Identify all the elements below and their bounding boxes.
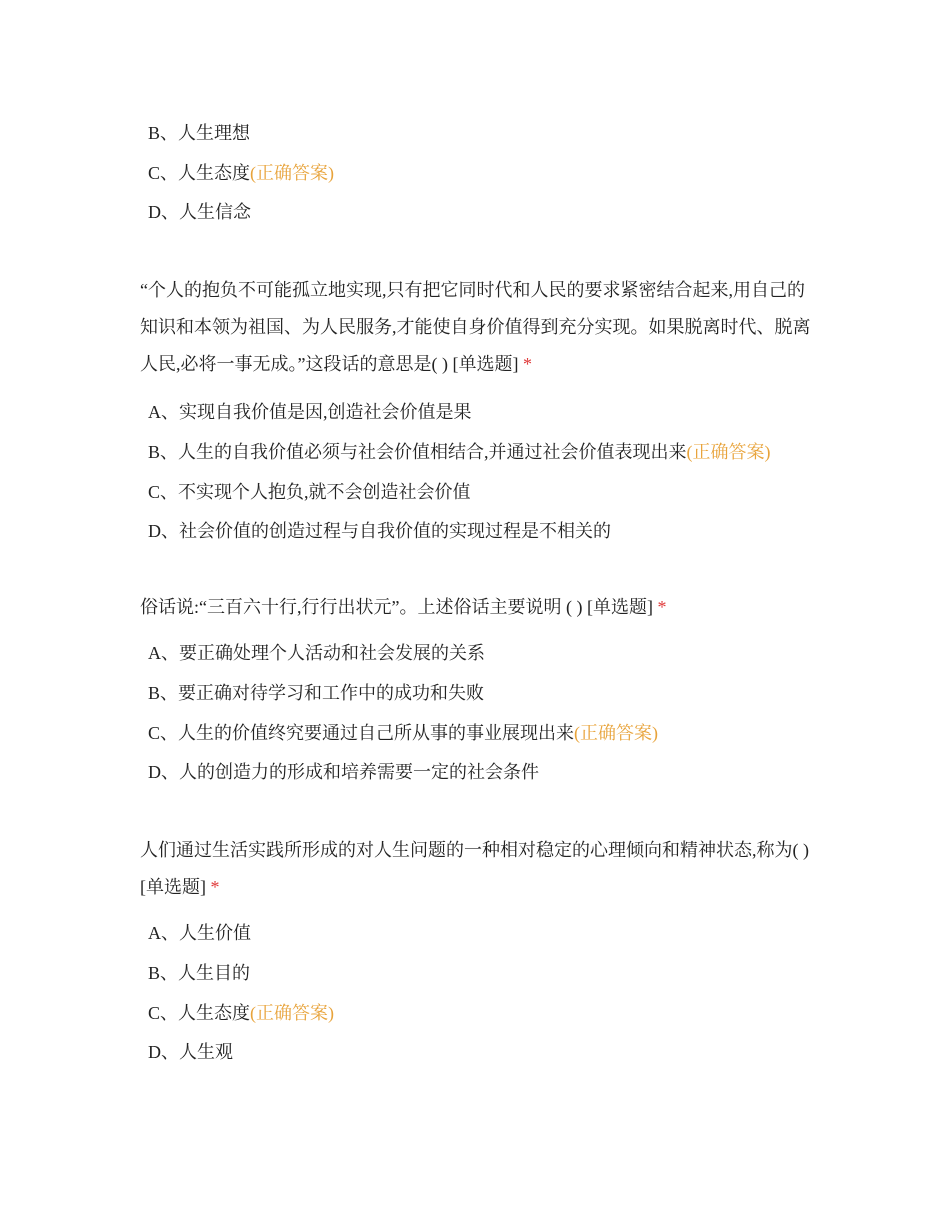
option-label: D、人的创造力的形成和培养需要一定的社会条件 — [148, 762, 539, 782]
correct-answer-tag: (正确答案) — [686, 442, 771, 462]
question-1-option-b — [148, 440, 771, 464]
question-stem: 俗话说:“三百六十行,行行出状元”。上述俗话主要说明 ( ) [单选题] — [140, 597, 653, 617]
question-3-option-d — [148, 1040, 233, 1064]
option-label: D、社会价值的创造过程与自我价值的实现过程是不相关的 — [148, 521, 611, 541]
required-mark: * — [210, 877, 220, 897]
option-label: B、人生理想 — [148, 123, 251, 143]
question-1-text — [140, 272, 820, 383]
option-c — [148, 161, 334, 185]
question-1-option-d — [148, 519, 611, 543]
question-1-option-c — [148, 480, 471, 504]
option-label: C、不实现个人抱负,就不会创造社会价值 — [148, 482, 471, 502]
option-label: C、人生态度 — [148, 163, 251, 183]
question-1-option-a — [148, 400, 472, 424]
option-d — [148, 200, 251, 224]
option-label: C、人生的价值终究要通过自己所从事的事业展现出来 — [148, 723, 575, 743]
question-stem: “个人的抱负不可能孤立地实现,只有把它同时代和人民的要求紧密结合起来,用自己的知识和本领为祖国、为人民服务,才能使自身价值得到充分实现。如果脱离时代、脱离人民,必将一事无成。”这段话的意思是( ) [单选题] — [140, 280, 811, 374]
question-stem: 人们通过生活实践所形成的对人生问题的一种相对稳定的心理倾向和精神状态,称为( ) [单选题] — [140, 840, 809, 897]
option-label: A、人生价值 — [148, 923, 251, 943]
option-label: C、人生态度 — [148, 1003, 251, 1023]
option-label: A、要正确处理个人活动和社会发展的关系 — [148, 643, 485, 663]
question-3-option-c — [148, 1001, 334, 1025]
question-3-option-b — [148, 961, 250, 985]
option-label: A、实现自我价值是因,创造社会价值是果 — [148, 402, 472, 422]
option-label: B、要正确对待学习和工作中的成功和失败 — [148, 683, 485, 703]
correct-answer-tag: (正确答案) — [250, 1003, 335, 1023]
correct-answer-tag: (正确答案) — [250, 163, 335, 183]
required-mark: * — [657, 597, 667, 617]
required-mark: * — [522, 354, 532, 374]
question-2-option-b — [148, 681, 484, 705]
question-2-option-c — [148, 721, 658, 745]
option-label: B、人生目的 — [148, 963, 251, 983]
question-2-option-a — [148, 641, 485, 665]
question-2-option-d — [148, 760, 539, 784]
question-3-option-a — [148, 921, 251, 945]
option-label: D、人生信念 — [148, 202, 251, 222]
option-b — [148, 121, 250, 145]
question-3-text — [140, 832, 820, 906]
question-2-text — [140, 589, 820, 626]
correct-answer-tag: (正确答案) — [574, 723, 659, 743]
option-label: D、人生观 — [148, 1042, 233, 1062]
option-label: B、人生的自我价值必须与社会价值相结合,并通过社会价值表现出来 — [148, 442, 687, 462]
